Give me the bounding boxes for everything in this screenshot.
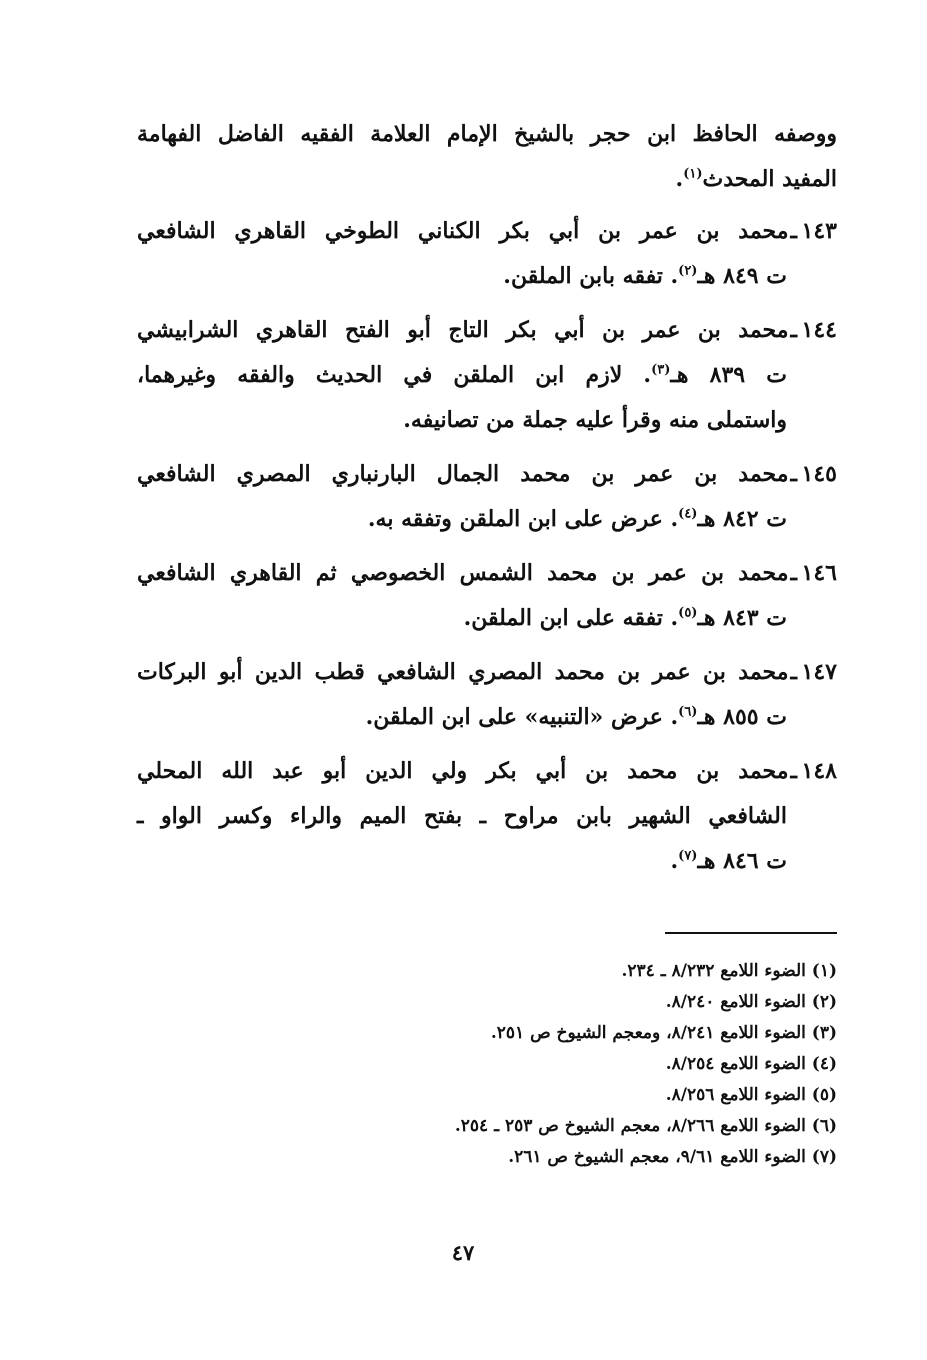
entry-144-third-line: واستملى منه وقرأ عليه جملة من تصانيفه. [403,407,787,433]
entry-number: ١٤٨ [801,758,837,784]
footnote-marker-6: (٦) [678,704,698,720]
entry-dash: ـ [790,758,797,784]
footnote-marker-5: (٥) [678,605,698,621]
entry-147-name: محمد بن عمر بن محمد المصري الشافعي قطب الدين أبو البركات [137,659,789,685]
death-date: ت ٨٥٥ هـ [697,704,787,730]
footnote-5: (٥) الضوء اللامع ٨/٢٥٦. [665,1085,837,1105]
entry-148-first-line [137,749,837,794]
entry-note: . تفقه بابن الملقن. [503,263,679,289]
footnote-3: (٣) الضوء اللامع ٨/٢٤١، ومعجم الشيوخ ص ٢٥١. [490,1023,837,1043]
entry-144-second-line [137,353,837,398]
intro-line-2-text: المفيد المحدث [702,166,837,192]
entry-148-name: محمد بن محمد بن أبي بكر ولي الدين أبو عبد الله المحلي [137,758,789,784]
entry-145-name: محمد بن عمر بن محمد الجمال البارنباري المصري الشافعي [137,461,789,487]
entry-147-second-line [137,695,837,740]
entry-146-first-line [137,551,837,596]
footnote-4: (٤) الضوء اللامع ٨/٢٥٤. [665,1054,837,1074]
entry-145 [137,452,837,542]
intro-line-2 [137,157,837,202]
footnote-marker-3: (٣) [651,362,671,378]
footnote-separator [665,932,837,934]
entry-note: . عرض «التنبيه» على ابن الملقن. [365,704,679,730]
entry-number: ١٤٤ [801,317,837,343]
footnote-2: (٢) الضوء اللامع ٨/٢٤٠. [665,992,837,1012]
entry-145-second-line [137,497,837,542]
entry-dash: ـ [790,218,797,244]
entry-number: ١٤٧ [801,659,837,685]
footnote-1: (١) الضوء اللامع ٨/٢٣٢ ـ ٢٣٤. [621,961,837,981]
entry-note: . تفقه على ابن الملقن. [463,605,679,631]
biographical-entries [137,112,837,893]
entry-143 [137,209,837,299]
entry-note: . [670,848,679,874]
footnotes [277,956,837,1173]
entry-dash: ـ [790,317,797,343]
entry-143-second-line [137,254,837,299]
entry-number: ١٤٥ [801,461,837,487]
footnote-6: (٦) الضوء اللامع ٨/٢٦٦، معجم الشيوخ ص ٢٥٣ ـ ٢٥٤. [454,1116,837,1136]
intro-line-2-end: . [675,166,684,192]
entry-144 [137,308,837,443]
footnote-marker-7: (٧) [678,848,698,864]
entry-143-first-line [137,209,837,254]
death-date: ت ٨٣٩ هـ [670,362,787,388]
entry-144-first-line [137,308,837,353]
entry-148-third-line [137,839,837,884]
death-date: ت ٨٤٩ هـ [697,263,787,289]
footnote-marker-4: (٤) [678,506,698,522]
entry-number: ١٤٣ [801,218,837,244]
entry-146-name: محمد بن عمر بن محمد الشمس الخصوصي ثم القاهري الشافعي [137,560,789,586]
footnote-marker-1: (١) [683,166,703,182]
entry-146-second-line [137,596,837,641]
entry-145-first-line [137,452,837,497]
entry-number: ١٤٦ [801,560,837,586]
intro-paragraph [137,112,837,202]
entry-147-first-line [137,650,837,695]
footnote-7: (٧) الضوء اللامع ٩/٦١، معجم الشيوخ ص ٢٦١. [508,1147,837,1167]
entry-148-second-line: الشافعي الشهير بابن مراوح ـ بفتح الميم والراء وكسر الواو ـ [137,803,787,829]
entry-144-name: محمد بن عمر بن أبي بكر التاج أبو الفتح القاهري الشرابيشي [137,317,789,343]
entry-dash: ـ [790,560,797,586]
entry-143-name: محمد بن عمر بن أبي بكر الكناني الطوخي القاهري الشافعي [137,218,789,244]
entry-146 [137,551,837,641]
entry-dash: ـ [790,461,797,487]
entry-147 [137,650,837,740]
intro-line-1: ووصفه الحافظ ابن حجر بالشيخ الإمام العلامة الفقيه الفاضل الفهامة [137,121,837,147]
entry-148 [137,749,837,884]
death-date: ت ٨٤٦ هـ [697,848,787,874]
footnote-marker-2: (٢) [678,263,698,279]
death-date: ت ٨٤٢ هـ [697,506,787,532]
entry-dash: ـ [790,659,797,685]
death-date: ت ٨٤٣ هـ [697,605,787,631]
page-number: ٤٧ [451,1240,475,1265]
entry-note: . لازم ابن الملقن في الحديث والفقه وغيرهما، [137,362,652,388]
entry-note: . عرض على ابن الملقن وتفقه به. [367,506,679,532]
